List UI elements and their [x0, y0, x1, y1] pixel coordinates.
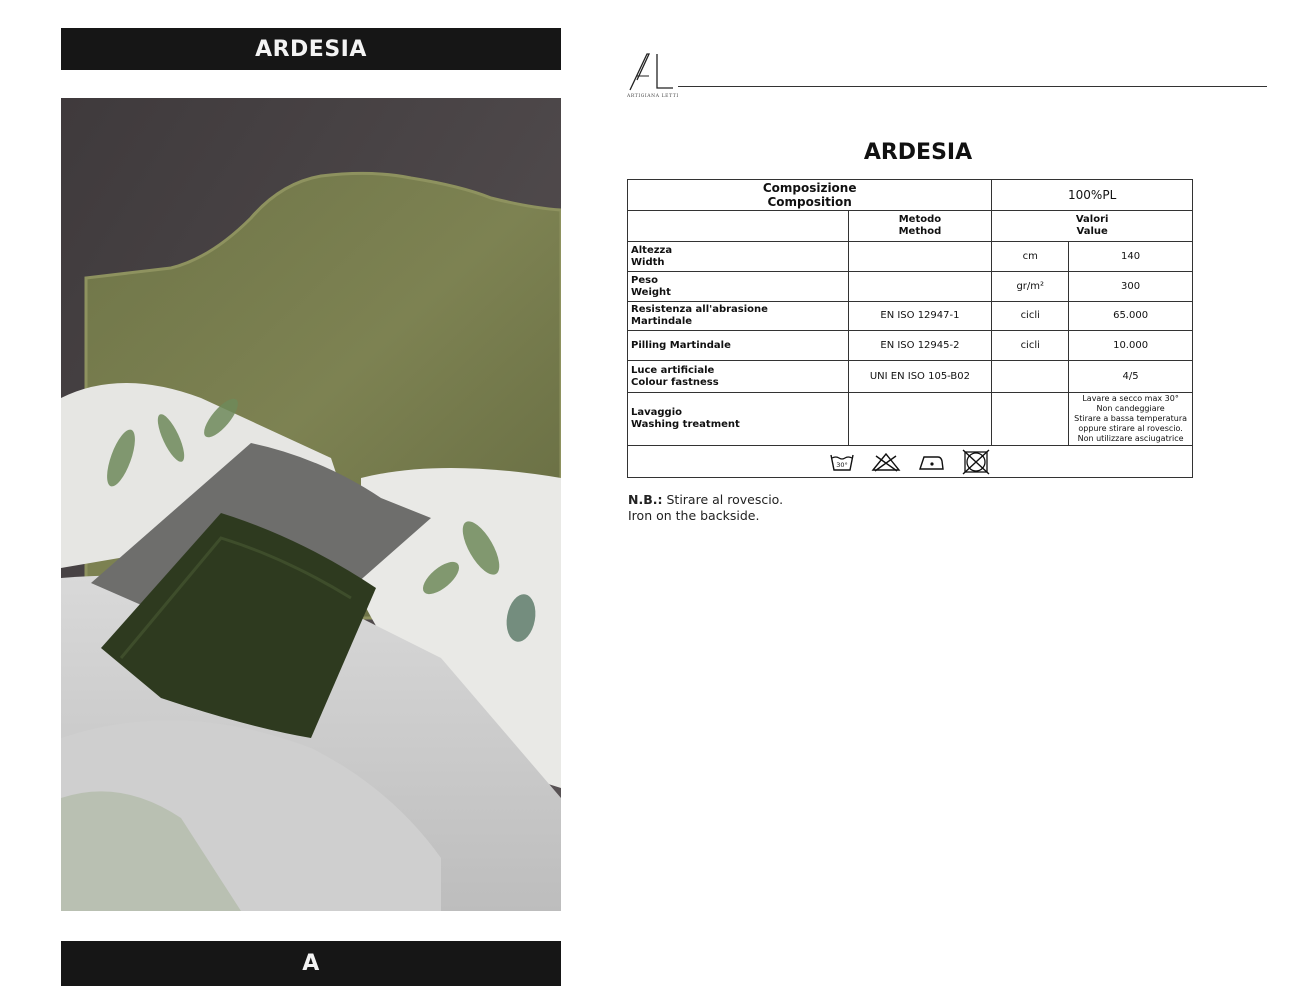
- note-prefix: N.B.:: [628, 492, 663, 507]
- row-value: 140: [1069, 242, 1193, 272]
- svg-text:30°: 30°: [836, 460, 848, 469]
- row-method: EN ISO 12947-1: [848, 302, 992, 331]
- row-method: [848, 242, 992, 272]
- row-unit: [992, 361, 1069, 393]
- care-icons-row: [628, 446, 1193, 478]
- spec-table: [627, 179, 1193, 478]
- row-unit: gr/m²: [992, 272, 1069, 302]
- product-name: ARDESIA: [255, 36, 367, 62]
- table-row: [628, 361, 1193, 393]
- washing-row: [628, 393, 1193, 446]
- header-row: [628, 211, 1193, 242]
- product-photo: [61, 98, 561, 911]
- note-line-en: Iron on the backside.: [628, 508, 760, 523]
- row-value: 4/5: [1069, 361, 1193, 393]
- row-method: UNI EN ISO 105-B02: [848, 361, 992, 393]
- note-line-it: Stirare al rovescio.: [666, 492, 784, 507]
- row-label: Luce artificiale Colour fastness: [628, 361, 849, 393]
- row-value: 300: [1069, 272, 1193, 302]
- table-row: [628, 331, 1193, 361]
- row-method: [848, 272, 992, 302]
- table-row: [628, 302, 1193, 331]
- header-values: Valori Value: [992, 211, 1193, 242]
- table-row: [628, 272, 1193, 302]
- composition-row: [628, 180, 1193, 211]
- no-bleach-icon: [871, 452, 901, 472]
- washing-instructions: Lavare a secco max 30° Non candeggiare Stirare a bassa temperatura oppure stirare al rovescio. Non utilizzare asciugatrice: [1069, 393, 1193, 446]
- product-name-bar: [61, 28, 561, 70]
- row-value: 65.000: [1069, 302, 1193, 331]
- brand-logo-text: ARTIGIANA LETTI: [627, 94, 679, 99]
- header-method: Metodo Method: [848, 211, 992, 242]
- table-row: [628, 242, 1193, 272]
- care-icons: [631, 449, 1189, 475]
- composition-value: 100%PL: [992, 180, 1193, 211]
- sheet-title: ARDESIA: [863, 140, 973, 165]
- row-value: 10.000: [1069, 331, 1193, 361]
- header-empty: [628, 211, 849, 242]
- row-unit: cicli: [992, 331, 1069, 361]
- variant-bar: [61, 941, 561, 986]
- variant-label: A: [302, 951, 320, 976]
- row-label: Altezza Width: [628, 242, 849, 272]
- ironing-note: [628, 492, 783, 524]
- row-unit: cm: [992, 242, 1069, 272]
- row-method: EN ISO 12945-2: [848, 331, 992, 361]
- row-unit: cicli: [992, 302, 1069, 331]
- row-label: Pilling Martindale: [628, 331, 849, 361]
- row-label: Resistenza all'abrasione Martindale: [628, 302, 849, 331]
- iron-low-icon: [917, 452, 945, 472]
- composition-label: Composizione Composition: [628, 180, 992, 211]
- washing-label: Lavaggio Washing treatment: [628, 393, 849, 446]
- header-rule: [678, 86, 1267, 87]
- row-label: Peso Weight: [628, 272, 849, 302]
- wash-30-icon: [829, 451, 855, 473]
- no-tumble-dry-icon: [961, 449, 991, 475]
